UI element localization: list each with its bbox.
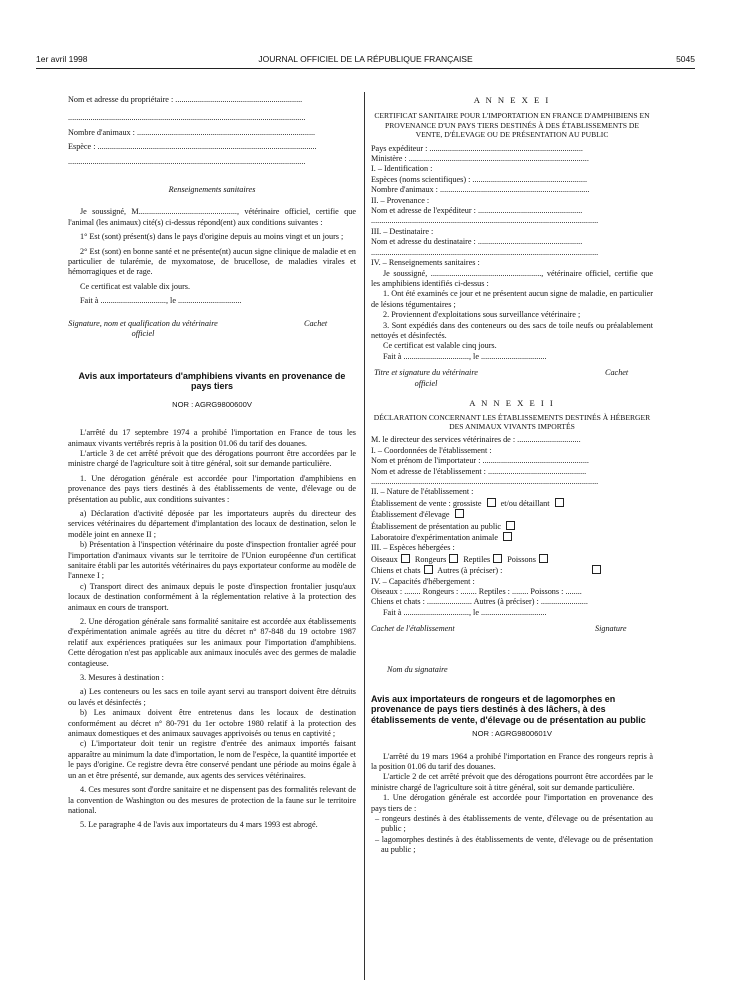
annex-2-line: Nom et prénom de l'importateur : ....................................................: [371, 456, 589, 466]
checkbox-chiens[interactable]: [424, 565, 433, 574]
checkbox-detaillant[interactable]: [555, 498, 564, 507]
annex-1-item: 3. Sont expédiés dans des conteneurs ou des sacs de toile neufs ou préalablement nettoyés et désinfectés.: [371, 320, 653, 340]
especes-reptiles-label: Reptiles: [463, 554, 491, 564]
paragraph: c) L'importateur doit tenir un registre d'entrée des animaux importés faisant apparaître au minimum la date d'importation, le nom de l'espèce, la quantité importée et le pays d'origine. Ce registre devra être conservé pendant une période au moins égale à un an et être présenté, sur demande, aux agents des services vétérinaires.: [68, 739, 356, 780]
annex-2-line: ...............................................................................................................: [371, 477, 599, 486]
annex-2-line: II. – Nature de l'établissement :: [371, 487, 474, 497]
list-item: – lagomorphes destinés à des établissements de vente, d'élevage ou de présentation au public ;: [375, 834, 653, 855]
capacites-line: Oiseaux : ........ Rongeurs : ........ Reptiles : ........ Poissons : ........: [371, 587, 582, 597]
avis-2-paragraph: L'arrêté du 19 mars 1964 a prohibé l'importation en France des rongeurs repris à la position 01.06 du tarif des douanes.: [371, 751, 653, 771]
nature-presentation-label: Établissement de présentation au public: [371, 521, 502, 531]
annex-1-line: Pays expéditeur : ...........................................................................: [371, 143, 583, 153]
annex-1-line: I. – Identification :: [371, 164, 433, 174]
nature-detail-label: et/ou détaillant: [500, 498, 550, 508]
especes-autres-label: Autres (à préciser) :: [437, 566, 503, 576]
capacites-title: IV. – Capacités d'hébergement :: [371, 576, 475, 586]
especes-title: III. – Espèces hébergées :: [371, 543, 455, 553]
form-line: ....................................................................................................................: [68, 156, 306, 166]
avis-2-title: Avis aux importateurs de rongeurs et de lagomorphes en provenance de pays tiers destinés à des lâchers, à des établissements de vente, d'élevage ou de présentation au public: [371, 693, 646, 725]
annex-2-title: A N N E X E I I: [469, 398, 555, 409]
nature-elevage-label: Établissement d'élevage: [371, 510, 450, 520]
header-date: 1er avril 1998: [36, 54, 88, 64]
avis-2-list: [371, 814, 653, 856]
nor-2-reference: NOR : AGRG9800601V: [472, 729, 552, 739]
validity-text: Ce certificat est valable dix jours.: [80, 281, 191, 291]
avis-2-paragraph: 1. Une dérogation générale est accordée pour l'importation en provenance des pays tiers de :: [371, 793, 653, 813]
especes-row-1: [371, 554, 653, 565]
nature-presentation: [371, 521, 653, 532]
annex-1-line: ...............................................................................................................: [371, 247, 599, 257]
cachet-label: Cachet: [304, 318, 328, 328]
form-line: ....................................................................................................................: [68, 113, 306, 123]
signature-block: [68, 319, 356, 341]
avis-title: Avis aux importateurs d'amphibiens vivants en provenance de pays tiers: [78, 370, 346, 392]
annex-1-line: Ministère : ........................................................................................: [371, 154, 589, 164]
cert-intro: Je soussigné, M................................................, vétérinaire officiel, certifie que l'animal (les animaux) cité(s) ci-dessus répond(ent) aux conditions suivantes :: [68, 207, 356, 227]
annex-1-signature-label: Titre et signature du vétérinaire officiel: [374, 368, 478, 388]
paragraph: 5. Le paragraphe 4 de l'avis aux importateurs du 4 mars 1993 est abrogé.: [80, 820, 318, 830]
annex-1-line: II. – Provenance :: [371, 195, 430, 205]
nom-signataire: Nom du signataire: [387, 665, 448, 675]
especes-rongeurs-label: Rongeurs: [414, 554, 447, 564]
paragraph: c) Transport direct des animaux depuis le poste d'inspection frontalier jusqu'aux locaux de destination conformément à la réglementation relative à la protection des animaux en cours de transport.: [68, 581, 356, 612]
header-page-number: 5045: [676, 54, 695, 64]
annex-1-line: Espèces (noms scientifiques) : ........................................................: [371, 174, 588, 184]
annex-1-subtitle: CERTIFICAT SANITAIRE POUR L'IMPORTATION EN FRANCE D'AMPHIBIENS EN PROVENANCE D'UN PAYS TIERS DESTINÉS À DES ÉTABLISSEMENTS DE VENTE, D'ÉLEVAGE OU DE PRÉSENTATION AU PUBLIC: [374, 111, 650, 140]
annex-1-title: A N N E X E I: [473, 95, 551, 105]
capacites-line: Chiens et chats : ...................... Autres (à préciser) : .......................: [371, 597, 588, 607]
checkbox-rongeurs[interactable]: [449, 554, 458, 563]
left-column: [68, 95, 356, 831]
annex-2-line: Nom et adresse de l'établissement : ................................................: [371, 466, 587, 476]
paragraph: b) Présentation à l'inspection vétérinaire du poste d'inspection frontalier agréé pour l'importation d'animaux vivants sur le territoire de l'Union européenne d'un certificat sanitaire établi par les autorités vétérinaires du pays exportateur conforme au modèle de l'annexe I ;: [68, 540, 356, 581]
form-line: Nombre d'animaux : .......................................................................................: [68, 127, 316, 137]
annex-1-cert: Je soussigné, ......................................................, vétérinaire officiel, certifie que les amphibiens identifiés ci-dessus :: [371, 268, 653, 288]
paragraph: 2. Une dérogation générale sans formalité sanitaire est accordée aux établissements d'expérimentation animale agréés au titre du décret n° 87-848 du 19 octobre 1987 relatif aux expériences pratiquées sur les animaux pour l'importation d'amphibiens. Cette dérogation n'est pas applicable aux animaux inoculés avec des germes de maladie contagieuse.: [68, 617, 356, 668]
annex-1-line: ...............................................................................................................: [371, 216, 599, 226]
nor-reference: NOR : AGRG9800600V: [172, 399, 252, 409]
nature-labo-label: Laboratoire d'expérimentation animale: [371, 533, 498, 543]
annex-2-signature-label: Signature: [595, 624, 627, 634]
paragraph: a) Les conteneurs ou les sacs en toile ayant servi au transport doivent être détruits ou lavés et désinfectés ;: [68, 687, 356, 707]
nature-labo: [371, 532, 653, 543]
condition-2: 2° Est (sont) en bonne santé et ne présente(nt) aucun signe clinique de maladie et en particulier de tularémie, de myxomatose, de brucellose, de maladies virales et hémorragiques et de rage.: [68, 246, 356, 277]
nature-vente: [371, 498, 653, 509]
right-column: [371, 95, 653, 856]
page-header: [36, 54, 695, 68]
annex-2-signature-row: [371, 624, 653, 635]
checkbox-autres[interactable]: [592, 565, 601, 574]
annex-1-line: Nom et adresse de l'expéditeur : ...................................................: [371, 206, 583, 216]
checkbox-reptiles[interactable]: [493, 554, 502, 563]
annex-1-item: 2. Proviennent d'exploitations sous surveillance vétérinaire ;: [383, 310, 581, 320]
form-line: Nom et adresse du propriétaire : ..............................................................: [68, 95, 303, 104]
header-rule: [36, 68, 695, 69]
checkbox-poissons[interactable]: [539, 554, 548, 563]
condition-1: 1° Est (sont) présent(s) dans le pays d'origine depuis au moins vingt et un jours ;: [80, 232, 344, 242]
annex-1-item: 1. Ont été examinés ce jour et ne présentent aucun signe de maladie, en particulier de lésions tégumentaires ;: [371, 289, 653, 309]
list-item: – rongeurs destinés à des établissements de vente, d'élevage ou de présentation au public ;: [375, 814, 653, 834]
column-divider: [364, 92, 365, 980]
annex-1-line: IV. – Renseignements sanitaires :: [371, 258, 480, 268]
checkbox-presentation[interactable]: [506, 521, 515, 530]
checkbox-oiseaux[interactable]: [401, 554, 410, 563]
form-line: Espèce : ...........................................................................................................: [68, 142, 317, 152]
paragraph: a) Déclaration d'activité déposée par les importateurs auprès du directeur des services vétérinaires du département d'implantation des locaux de destination, selon le modèle joint en annexe II ;: [68, 508, 356, 539]
annex-2-fait: Fait à ................................, le ................................: [383, 607, 547, 617]
paragraph: L'article 3 de cet arrêté prévoit que des dérogations pourront être accordées par le ministre chargé de l'agriculture soit à titre général, soit sur demande particulière.: [68, 448, 356, 469]
avis-2-paragraph: L'article 2 de cet arrêté prévoit que des dérogations pourront être accordées par le ministre chargé de l'agriculture soit à titre général, soit sur demande particulière.: [371, 772, 653, 792]
paragraph: b) Les animaux doivent être entretenus dans les locaux de destination conformément au décret n° 80-791 du 1er octobre 1980 relatif à la protection des animaux domestiques et des animaux sauvages apprivoisés ou tenus en captivité ;: [68, 708, 356, 739]
annex-1-fait: Fait à ................................, le ................................: [383, 351, 547, 361]
annex-1-cachet-label: Cachet: [605, 368, 629, 378]
fait-line: Fait à ................................, le ...............................: [80, 296, 242, 306]
annex-2-addressee: M. le directeur des services vétérinaires de : ...............................: [371, 435, 581, 445]
header-journal-title: JOURNAL OFFICIEL DE LA RÉPUBLIQUE FRANÇAISE: [258, 54, 473, 64]
especes-oiseaux-label: Oiseaux: [371, 554, 398, 564]
annex-2-cachet-label: Cachet de l'établissement: [371, 624, 455, 634]
annex-1-line: III. – Destinataire :: [371, 226, 434, 236]
checkbox-labo[interactable]: [503, 532, 512, 541]
nature-vente-label: Établissement de vente : grossiste: [371, 498, 482, 508]
annex-1-line: Nom et adresse du destinataire : ...................................................: [371, 237, 583, 247]
checkbox-grossiste[interactable]: [487, 498, 496, 507]
checkbox-elevage[interactable]: [455, 509, 464, 518]
paragraph: 1. Une dérogation générale est accordée pour l'importation d'amphibiens en provenance des pays tiers destinés à des établissements de vente, d'élevage ou de présentation au public, aux conditions suivantes :: [68, 473, 356, 504]
annex-1-signature-block: [371, 368, 653, 390]
paragraph: 3. Mesures à destination :: [80, 673, 164, 683]
especes-chiens-label: Chiens et chats: [371, 566, 421, 576]
annex-2-subtitle: DÉCLARATION CONCERNANT LES ÉTABLISSEMENTS DESTINÉS À HÉBERGER DES ANIMAUX VIVANTS IMPORTÉS: [373, 412, 651, 431]
nature-elevage: [371, 509, 653, 520]
renseignements-title: Renseignements sanitaires: [168, 185, 256, 195]
paragraph: L'arrêté du 17 septembre 1974 a prohibé l'importation en France de tous les animaux vivants vertébrés repris à la position 01.06 du tarif des douanes.: [68, 428, 356, 448]
especes-row-2: [371, 565, 653, 576]
annex-1-validity: Ce certificat est valable cinq jours.: [383, 341, 497, 351]
annex-2-line: I. – Coordonnées de l'établissement :: [371, 445, 492, 455]
signature-label: Signature, nom et qualification du vétérinaire officiel: [68, 318, 218, 339]
especes-poissons-label: Poissons: [507, 554, 536, 564]
paragraph: 4. Ces mesures sont d'ordre sanitaire et ne dispensent pas des formalités relevant de la convention de Washington ou des mesures de protection de la faune sur le territoire national.: [68, 785, 356, 815]
annex-1-line: Nombre d'animaux : .........................................................................: [371, 185, 590, 195]
